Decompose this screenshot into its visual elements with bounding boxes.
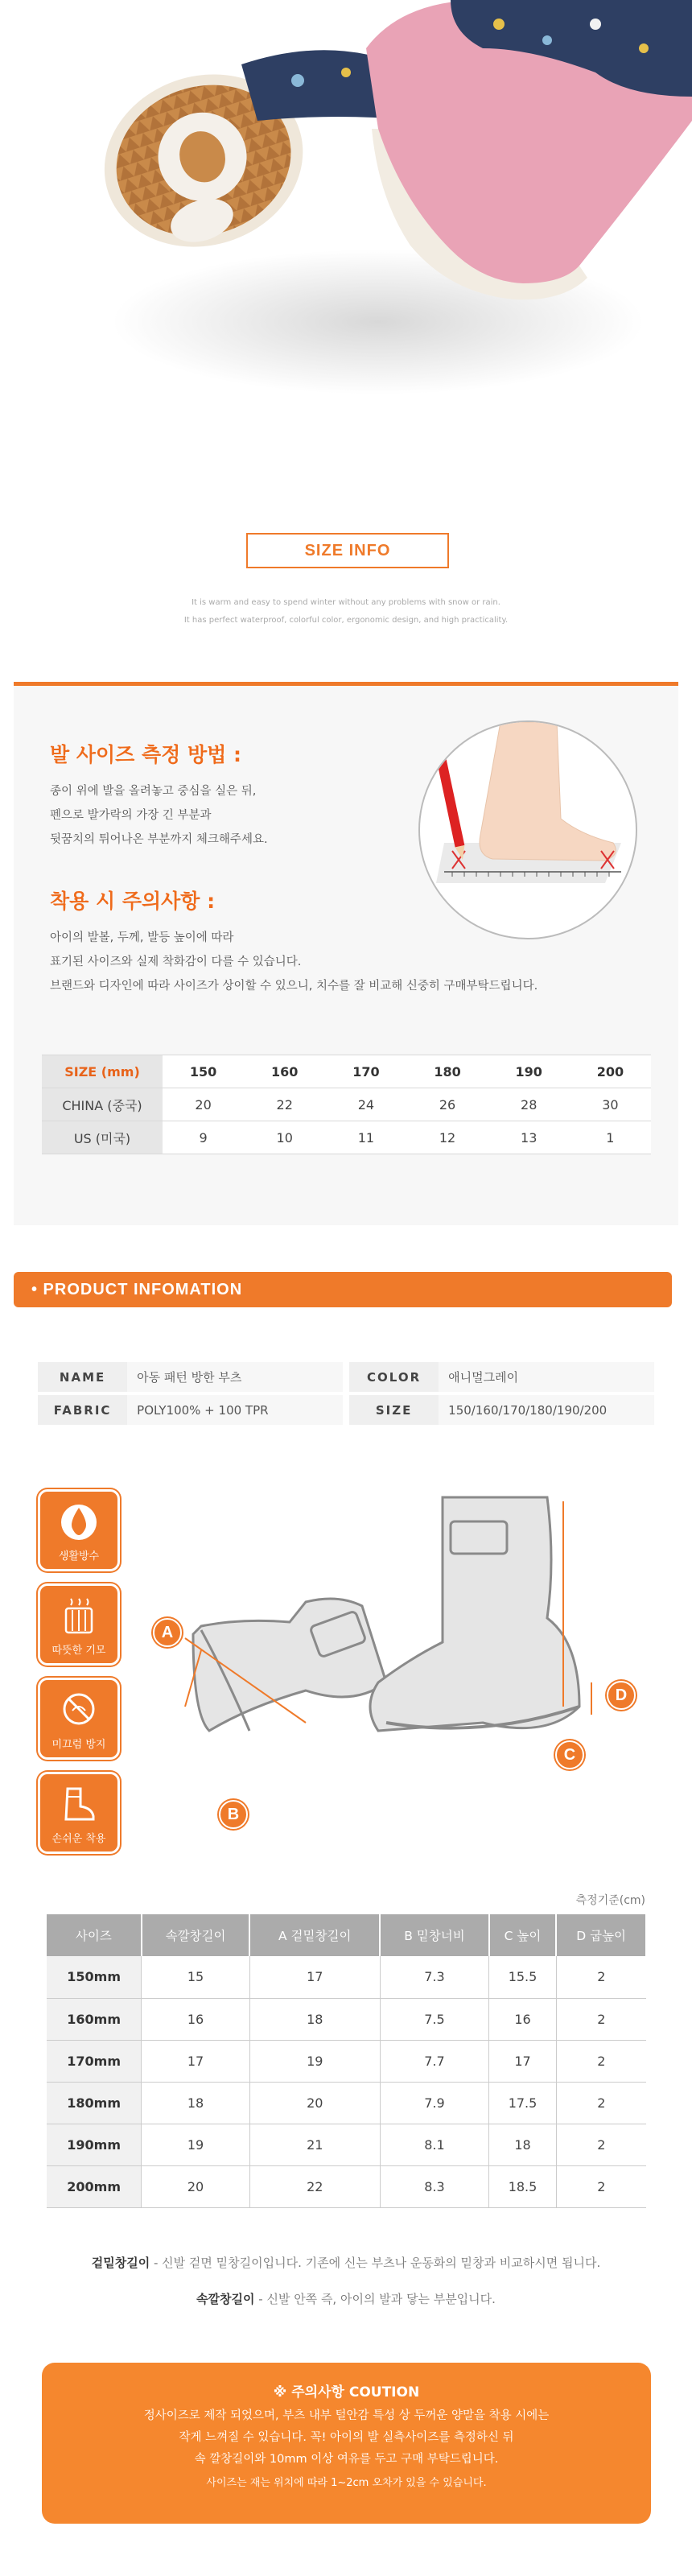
table-row (42, 1055, 651, 1088)
table-cell: 17.5 (489, 2082, 557, 2124)
table-header-cell: CHINA (중국) (42, 1088, 163, 1121)
dimension-label-a: A (153, 1618, 182, 1647)
water-drop-icon (61, 1501, 97, 1542)
spacer (343, 1362, 349, 1392)
size-info-subtitle-1: It is warm and easy to spend winter without any problems with snow or rain. (192, 598, 500, 607)
table-cell: 12 (406, 1121, 488, 1154)
table-header-cell: A 겉밑창길이 (249, 1914, 380, 1956)
heater-icon (61, 1596, 97, 1636)
table-header-cell: US (미국) (42, 1121, 163, 1154)
table-cell: 17 (142, 2040, 250, 2082)
table-cell: 9 (163, 1121, 244, 1154)
outsole-definition (0, 2254, 692, 2271)
table-header-cell: D 굽높이 (556, 1914, 646, 1956)
table-cell: 20 (163, 1088, 244, 1121)
table-row (47, 2082, 646, 2124)
table-cell: 17 (249, 1956, 380, 1998)
hero-product-photo (0, 0, 692, 451)
size-dimension-table (47, 1914, 647, 2208)
table-cell: 150 (163, 1055, 244, 1088)
spacer (343, 1395, 349, 1425)
table-cell: 26 (406, 1088, 488, 1121)
caution-line: 속 깔창길이와 10mm 이상 여유를 두고 구매 부탁드립니다. (194, 2453, 499, 2466)
table-cell: 18 (142, 2082, 250, 2124)
feature-label: 손쉬운 착용 (51, 1833, 106, 1845)
caution-line: 표기된 사이즈와 실제 착화감이 다를 수 있습니다. (50, 956, 302, 968)
dimension-label-b: B (219, 1800, 248, 1829)
table-header-cell: C 높이 (489, 1914, 557, 1956)
wear-caution-title: 착용 시 주의사항 : (50, 890, 216, 913)
table-row (47, 2040, 646, 2082)
table-cell: 11 (325, 1121, 406, 1154)
table-cell: 2 (556, 2040, 646, 2082)
table-row (38, 1362, 654, 1392)
table-cell: 18 (489, 2124, 557, 2165)
table-cell: 200 (570, 1055, 651, 1088)
dimension-label-c: C (555, 1740, 584, 1769)
wear-caution-text (50, 926, 538, 998)
table-row (47, 2124, 646, 2165)
table-cell: 160mm (47, 1998, 142, 2040)
size-value: 150/160/170/180/190/200 (439, 1395, 654, 1425)
table-cell: 7.3 (380, 1956, 489, 1998)
no-slip-icon (61, 1690, 97, 1730)
table-cell: 18.5 (489, 2165, 557, 2207)
table-row (42, 1088, 651, 1121)
table-cell: 13 (488, 1121, 570, 1154)
insole-term: 속깔창길이 (196, 2292, 255, 2306)
table-cell: 2 (556, 1998, 646, 2040)
table-cell: 190mm (47, 2124, 142, 2165)
table-cell: 8.3 (380, 2165, 489, 2207)
table-cell: 20 (249, 2082, 380, 2124)
table-cell: 19 (142, 2124, 250, 2165)
table-cell: 8.1 (380, 2124, 489, 2165)
table-cell: 190 (488, 1055, 570, 1088)
measure-line: 뒷꿈치의 튀어나온 부분까지 체크해주세요. (50, 833, 268, 846)
table-cell: 2 (556, 1956, 646, 1998)
table-header-row (47, 1914, 646, 1956)
caution-box (42, 2363, 651, 2524)
name-label: NAME (38, 1362, 127, 1392)
outsole-term: 겉밑창길이 (91, 2256, 150, 2270)
shoe-photo-illustration (0, 0, 692, 451)
table-cell: 1 (570, 1121, 651, 1154)
feature-anti-slip (38, 1678, 120, 1760)
table-cell: 21 (249, 2124, 380, 2165)
table-cell: 16 (142, 1998, 250, 2040)
measurement-unit-note: 측정기준(cm) (575, 1894, 645, 1907)
table-cell: 24 (325, 1088, 406, 1121)
size-info-subtitle-2: It has perfect waterproof, colorful color, ergonomic design, and high practicality. (183, 616, 509, 625)
fabric-label: FABRIC (38, 1395, 127, 1425)
caution-line: 작게 느껴질 수 있습니다. 꼭! 아이의 발 실측사이즈를 측정하신 뒤 (179, 2431, 514, 2444)
table-cell: 15.5 (489, 1956, 557, 1998)
table-cell: 200mm (47, 2165, 142, 2207)
table-cell: 170mm (47, 2040, 142, 2082)
table-cell: 7.5 (380, 1998, 489, 2040)
caution-title: ※ 주의사항 COUTION (273, 2384, 420, 2401)
table-cell: 10 (244, 1121, 325, 1154)
table-cell: 2 (556, 2124, 646, 2165)
fabric-value: POLY100% + 100 TPR (127, 1395, 343, 1425)
table-cell: 2 (556, 2165, 646, 2207)
feature-label: 따뜻한 기모 (51, 1645, 106, 1657)
table-row (47, 1998, 646, 2040)
boot-icon (61, 1784, 97, 1824)
table-row (47, 2165, 646, 2207)
color-value: 애니멀그레이 (439, 1362, 654, 1392)
name-value: 아동 패턴 방한 부츠 (127, 1362, 343, 1392)
caution-line: 아이의 발볼, 두께, 발등 높이에 따라 (50, 931, 234, 944)
dimension-label-d: D (607, 1681, 636, 1710)
feature-waterproof (38, 1489, 120, 1571)
table-cell: 7.9 (380, 2082, 489, 2124)
table-cell: 30 (570, 1088, 651, 1121)
table-cell: 150mm (47, 1956, 142, 1998)
table-cell: 17 (489, 2040, 557, 2082)
table-cell: 170 (325, 1055, 406, 1088)
size-label: SIZE (349, 1395, 439, 1425)
color-label: COLOR (349, 1362, 439, 1392)
table-header-cell: 사이즈 (47, 1914, 142, 1956)
measure-line: 종이 위에 발을 올려놓고 중심을 실은 뒤, (50, 785, 257, 798)
insole-desc: - 신발 안쪽 즉, 아이의 발과 닿는 부분입니다. (254, 2292, 496, 2306)
foot-on-paper-icon (420, 722, 637, 939)
measure-line: 펜으로 발가락의 가장 긴 부분과 (50, 809, 212, 822)
table-cell: 19 (249, 2040, 380, 2082)
table-header-cell: B 밑창너비 (380, 1914, 489, 1956)
table-row (42, 1121, 651, 1154)
table-cell: 180 (406, 1055, 488, 1088)
size-conversion-table (42, 1055, 651, 1154)
caution-line: 브랜드와 디자인에 따라 사이즈가 상이할 수 있으니, 치수를 잘 비교해 신중히 구매부탁드립니다. (50, 980, 538, 993)
feature-label: 미끄럼 방지 (51, 1739, 106, 1751)
measure-method-text (50, 779, 268, 852)
feature-warm-fleece (38, 1583, 120, 1666)
table-cell: 160 (244, 1055, 325, 1088)
table-cell: 2 (556, 2082, 646, 2124)
outsole-desc: - 신발 겉면 밑창길이입니다. 기존에 신는 부츠나 운동화의 밑창과 비교하시면 됩니다. (150, 2256, 601, 2270)
caution-line: 정사이즈로 제작 되었으며, 부츠 내부 털안감 특성 상 두꺼운 양말을 착용 시에는 (143, 2409, 550, 2422)
product-info-title-bar: • PRODUCT INFOMATION (14, 1272, 672, 1307)
table-row (38, 1395, 654, 1425)
foot-measure-illustration (418, 720, 637, 939)
caution-small-note: 사이즈는 재는 위치에 따라 1~2cm 오차가 있을 수 있습니다. (206, 2477, 487, 2489)
table-row (47, 1956, 646, 1998)
table-header-cell: SIZE (mm) (42, 1055, 163, 1088)
table-cell: 22 (249, 2165, 380, 2207)
measure-method-title: 발 사이즈 측정 방법 : (50, 743, 242, 766)
table-cell: 18 (249, 1998, 380, 2040)
table-cell: 180mm (47, 2082, 142, 2124)
insole-definition (0, 2290, 692, 2307)
table-cell: 28 (488, 1088, 570, 1121)
size-info-title: SIZE INFO (246, 533, 449, 568)
table-cell: 7.7 (380, 2040, 489, 2082)
feature-label: 생활방수 (58, 1550, 100, 1563)
boot-side-right (370, 1497, 579, 1731)
table-cell: 16 (489, 1998, 557, 2040)
table-header-cell: 속깔창길이 (142, 1914, 250, 1956)
feature-easy-wear (38, 1772, 120, 1854)
table-cell: 22 (244, 1088, 325, 1121)
table-cell: 15 (142, 1956, 250, 1998)
table-cell: 20 (142, 2165, 250, 2207)
product-info-table (38, 1362, 654, 1425)
